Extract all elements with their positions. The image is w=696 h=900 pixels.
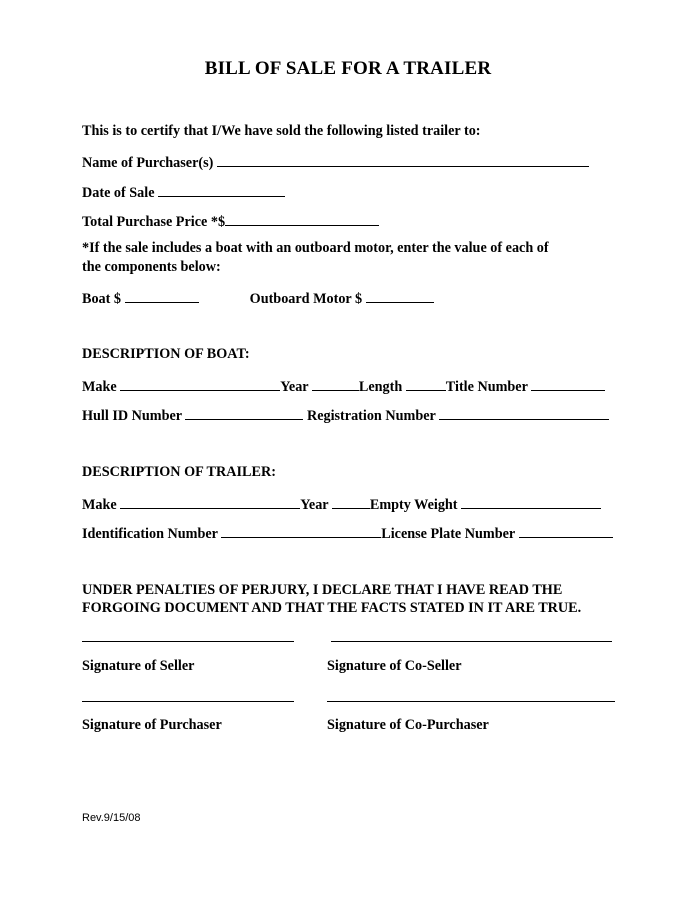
outboard-motor-label: Outboard Motor $ <box>249 291 363 307</box>
identification-number-label: Identification Number <box>82 526 218 542</box>
boat-year-label: Year <box>280 379 309 395</box>
outboard-motor-field[interactable] <box>366 288 434 303</box>
trailer-make-row <box>82 494 601 514</box>
boat-value-field[interactable] <box>125 288 199 303</box>
perjury-line-2: FORGOING DOCUMENT AND THAT THE FACTS STATED IN IT ARE TRUE. <box>82 600 582 616</box>
boat-section-heading: DESCRIPTION OF BOAT: <box>82 346 250 362</box>
registration-number-label: Registration Number <box>306 408 436 424</box>
empty-weight-label: Empty Weight <box>369 497 458 513</box>
hull-id-field[interactable] <box>185 405 303 420</box>
hull-id-label: Hull ID Number <box>82 408 182 424</box>
purchaser-name-row <box>82 152 589 172</box>
trailer-year-field[interactable] <box>332 494 370 509</box>
total-price-label: Total Purchase Price *$ <box>82 214 226 230</box>
registration-number-field[interactable] <box>439 405 609 420</box>
revision-date: Rev.9/15/08 <box>82 812 141 824</box>
trailer-section-heading: DESCRIPTION OF TRAILER: <box>82 464 276 480</box>
co-purchaser-signature-line[interactable] <box>327 701 615 702</box>
boat-length-label: Length <box>358 379 403 395</box>
boat-make-row <box>82 376 605 396</box>
co-purchaser-signature-label: Signature of Co-Purchaser <box>327 717 489 733</box>
empty-weight-field[interactable] <box>461 494 601 509</box>
license-plate-field[interactable] <box>519 523 613 538</box>
date-of-sale-row <box>82 182 285 202</box>
trailer-id-row <box>82 523 613 543</box>
identification-number-field[interactable] <box>221 523 381 538</box>
boat-length-field[interactable] <box>406 376 446 391</box>
date-of-sale-field[interactable] <box>158 182 285 197</box>
perjury-line-1: UNDER PENALTIES OF PERJURY, I DECLARE THAT I HAVE READ THE <box>82 582 563 598</box>
purchaser-name-field[interactable] <box>217 152 589 167</box>
boat-note-line-2: the components below: <box>82 259 221 275</box>
seller-signature-label: Signature of Seller <box>82 658 195 674</box>
co-seller-signature-label: Signature of Co-Seller <box>327 658 462 674</box>
boat-year-field[interactable] <box>312 376 359 391</box>
seller-signature-line[interactable] <box>82 641 294 642</box>
purchaser-name-label: Name of Purchaser(s) <box>82 155 214 171</box>
total-price-row <box>82 211 379 231</box>
total-price-field[interactable] <box>225 211 379 226</box>
trailer-year-label: Year <box>300 497 329 513</box>
boat-note-line-1: *If the sale includes a boat with an outboard motor, enter the value of each of <box>82 240 549 256</box>
boat-hull-row <box>82 405 609 425</box>
trailer-make-label: Make <box>82 497 117 513</box>
purchaser-signature-line[interactable] <box>82 701 294 702</box>
boat-make-field[interactable] <box>120 376 280 391</box>
certify-statement: This is to certify that I/We have sold the following listed trailer to: <box>82 123 481 139</box>
document-title: BILL OF SALE FOR A TRAILER <box>204 58 492 79</box>
date-of-sale-label: Date of Sale <box>82 185 155 201</box>
purchaser-signature-label: Signature of Purchaser <box>82 717 222 733</box>
boat-title-number-label: Title Number <box>445 379 528 395</box>
trailer-make-field[interactable] <box>120 494 300 509</box>
boat-make-label: Make <box>82 379 117 395</box>
boat-title-number-field[interactable] <box>531 376 605 391</box>
components-row <box>82 288 434 308</box>
boat-value-label: Boat $ <box>82 291 122 307</box>
co-seller-signature-line[interactable] <box>331 641 612 642</box>
license-plate-label: License Plate Number <box>381 526 515 542</box>
